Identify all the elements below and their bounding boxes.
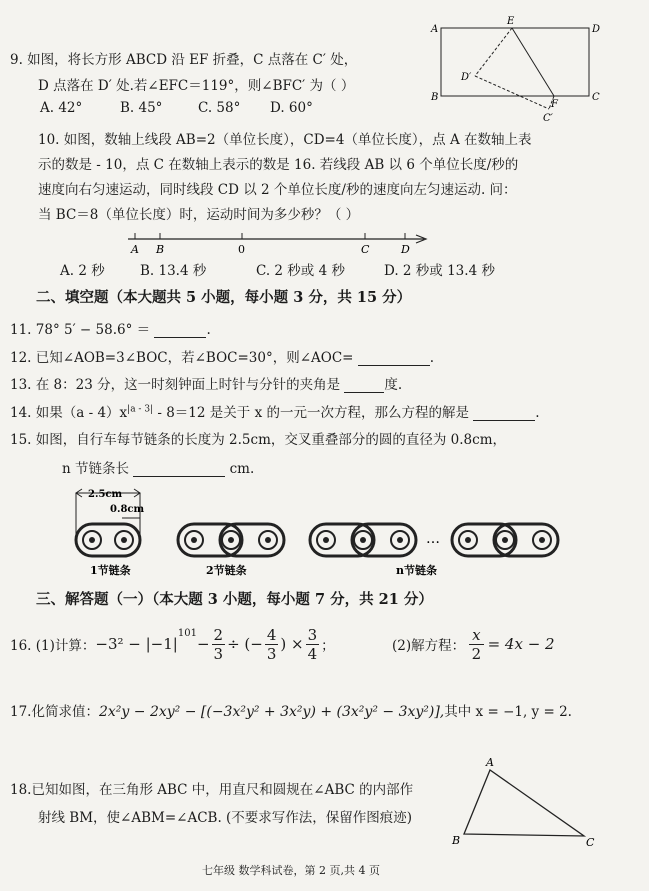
q12-answer-blank[interactable] [358, 351, 430, 366]
q17 [10, 700, 572, 720]
q16-frac2-num: 4 [266, 625, 277, 644]
caption-two-links: 2节链条 [206, 564, 247, 577]
q10-line1: 10. 如图，数轴上线段 AB=2（单位长度），CD=4（单位长度），点 A 在数轴上表 [38, 132, 532, 148]
chain-one-link [76, 489, 144, 556]
chain-two-links [178, 524, 284, 556]
label-dprime: D′ [461, 72, 472, 83]
label-a: A [431, 24, 439, 35]
q14-post: - 8＝12 是关于 x 的一元一次方程，那么方程的解是 [153, 405, 469, 421]
label-cprime: C′ [543, 113, 553, 124]
q16-rhs: = 4x − 2 [487, 635, 555, 653]
q15-line2-text: n 节链条长 [62, 461, 129, 477]
axis-label-c: C [361, 243, 370, 256]
q10-number-line [120, 226, 440, 260]
q17-label: 17.化简求值： [10, 704, 99, 720]
q16-part2 [392, 622, 555, 666]
q13 [10, 373, 402, 393]
q10-option-b: B. 13.4 秒 [140, 263, 207, 279]
q14-exponent: |a - 3| [127, 404, 154, 415]
q17-condition: 其中 x = −1, y = 2. [444, 704, 572, 720]
q16-frac3-den: 4 [307, 644, 318, 663]
q9-line2: D 点落在 D′ 处.若∠EFC＝119°，则∠BFC′ 为（ ） [38, 78, 355, 94]
axis-label-o: 0 [238, 243, 245, 256]
triangle-label-b: B [452, 834, 461, 847]
q10-line2: 示的数是 - 10，点 C 在数轴上表示的数是 16. 若线段 AB 以 6 个单位长度/秒的 [38, 157, 519, 173]
q9-option-b: B. 45° [120, 100, 163, 116]
label-f: F [551, 99, 558, 110]
q16-frac1-num: 2 [213, 625, 224, 644]
label-c: C [592, 92, 600, 103]
q11-end: . [206, 322, 211, 338]
q15-line2 [62, 457, 254, 477]
page-footer: 七年级 数学科试卷，第 2 页,共 4 页 [202, 864, 380, 877]
q10-option-d: D. 2 秒或 13.4 秒 [384, 263, 495, 279]
q9-option-d: D. 60° [270, 100, 313, 116]
q16-semicolon: ； [321, 638, 335, 654]
q16 [10, 622, 335, 666]
q15-unit: cm. [229, 461, 255, 477]
q16-expr-b: − [196, 635, 210, 653]
segment-dprime-cprime [475, 76, 549, 109]
q14-end: . [535, 405, 540, 421]
q14 [10, 401, 540, 421]
q12-end: . [429, 350, 435, 366]
q18-line2: 射线 BM，使∠ABM=∠ACB. (不要求写作法，保留作图痕迹) [38, 810, 413, 826]
q13-text: 13. 在 8：23 分，这一时刻钟面上时针与分针的夹角是 [10, 377, 341, 393]
q15-line1: 15. 如图，自行车每节链条的长度为 2.5cm，交叉重叠部分的圆的直径为 0.8cm， [10, 432, 507, 448]
q14-pre: 14. 如果（a - 4）x [10, 405, 128, 421]
q9-option-a: A. 42° [40, 100, 83, 116]
label-e: E [507, 16, 515, 27]
triangle-label-c: C [586, 836, 595, 848]
q15-answer-blank[interactable] [133, 462, 225, 477]
q16-exp-101: 101 [177, 628, 197, 639]
section3-heading: 三、解答题（一）（本大题 3 小题，每小题 7 分，共 21 分） [36, 591, 433, 608]
q16-frac4 [469, 626, 483, 663]
q13-answer-blank[interactable] [344, 378, 384, 393]
dim-label-0.8cm: 0.8cm [110, 504, 145, 515]
q14-answer-blank[interactable] [473, 406, 535, 421]
q10-option-c: C. 2 秒或 4 秒 [256, 263, 345, 279]
q12-text: 12. 已知∠AOB=3∠BOC，若∠BOC=30°，则∠AOC= [10, 350, 354, 366]
q12 [10, 346, 434, 366]
rectangle-abcd [441, 28, 589, 96]
q16-frac2 [265, 626, 279, 663]
axis-label-b: B [156, 243, 165, 256]
q16-frac4-num: x [469, 626, 483, 645]
q18-triangle-figure [448, 756, 608, 848]
q18-line1: 18.已知如图，在三角形 ABC 中，用直尺和圆规在∠ABC 的内部作 [10, 782, 414, 798]
q16-div: ÷ (− [227, 635, 263, 653]
q11 [10, 318, 211, 338]
q11-text: 11. 78° 5′ − 58.6° ＝ [10, 322, 151, 338]
q13-end: 度. [384, 377, 403, 393]
caption-one-link: 1节链条 [90, 564, 131, 577]
q9-fold-figure [425, 12, 605, 124]
q10-line4: 当 BC＝8（单位长度）时，运动时间为多少秒？（ ） [38, 207, 360, 223]
q16-frac1 [212, 626, 226, 663]
q15-chain-figure [60, 480, 600, 580]
q10-line3: 速度向右匀速运动，同时线段 CD 以 2 个单位长度/秒的速度向左匀速运动. 问： [38, 182, 517, 198]
q16-label2: (2)解方程： [392, 638, 466, 654]
chain-ellipsis: … [426, 531, 440, 547]
q9-option-c: C. 58° [198, 100, 241, 116]
q16-times: ) × [280, 635, 304, 653]
q10-option-a: A. 2 秒 [60, 263, 105, 279]
chain-n-links [310, 524, 558, 556]
fold-line-ef [512, 28, 554, 96]
caption-n-links: n节链条 [396, 564, 437, 577]
q16-frac1-den: 3 [213, 644, 224, 663]
q16-frac3 [306, 626, 320, 663]
axis-label-d: D [401, 243, 410, 256]
label-b: B [431, 92, 439, 103]
triangle-label-a: A [486, 756, 494, 769]
q16-frac2-den: 3 [266, 644, 277, 663]
q16-frac3-num: 3 [307, 625, 318, 644]
q9-line1: 9. 如图，将长方形 ABCD 沿 EF 折叠，C 点落在 C′ 处， [10, 52, 358, 68]
q16-frac4-den: 2 [471, 644, 482, 663]
label-d: D [592, 24, 601, 35]
q17-expr: 2x²y − 2xy² − [(−3x²y² + 3x²y) + (3x²y² − 3xy²)], [98, 704, 445, 720]
dim-label-2.5cm: 2.5cm [88, 489, 123, 500]
q16-expr-a: −3² − |−1| [95, 635, 178, 653]
q16-label1: 16. (1)计算： [10, 638, 96, 654]
triangle-abc [464, 770, 584, 836]
axis-label-a: A [131, 243, 139, 256]
segment-e-dprime [475, 28, 512, 76]
q11-answer-blank[interactable] [154, 323, 206, 338]
section2-heading: 二、填空题（本大题共 5 小题，每小题 3 分，共 15 分） [36, 289, 412, 306]
